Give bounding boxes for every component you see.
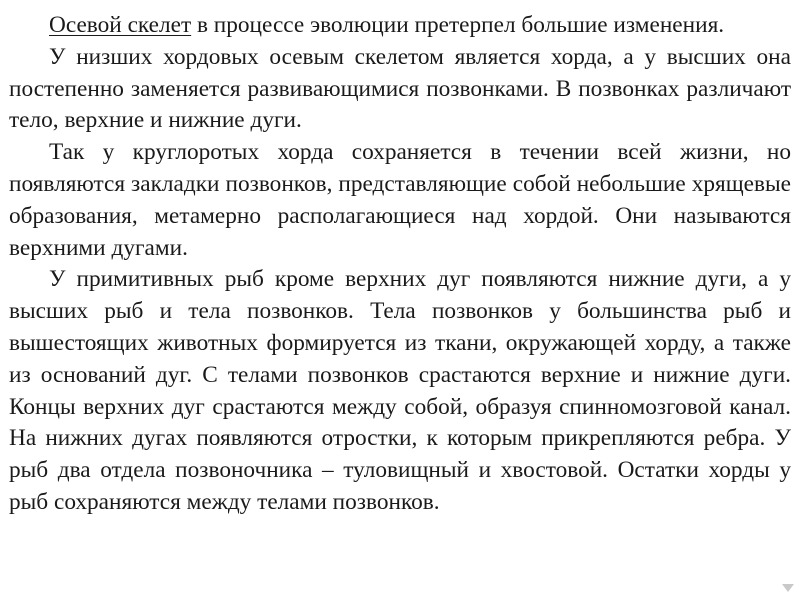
- paragraph-1-text: в процессе эволюции претерпел большие изменения.: [191, 12, 725, 38]
- paragraph-2: У низших хордовых осевым скелетом является хорда, а у высших она постепенно заменяется развивающимися позвонками. В позвонках различают тело, верхние и нижние дуги.: [9, 43, 791, 134]
- paragraph-1: [9, 10, 791, 42]
- paragraph-3: Так у круглоротых хорда сохраняется в течении всей жизни, но появляются закладки позвонков, представляющие собой небольшие хрящевые образования, метамерно располагающиеся над хордой. Они называются верхними дугами.: [9, 139, 791, 261]
- paragraph-4: У примитивных рыб кроме верхних дуг появляются нижние дуги, а у высших рыб и тела позвонков. Тела позвонков у большинства рыб и вышестоящих животных формируется из ткани, окружающей хорду, а также из оснований дуг. С телами позвонков срастаются верхние и нижние дуги. Концы верхних дуг срастаются между собой, образуя спинномозговой канал. На нижних дугах появляются отростки, к которым прикрепляются ребра. У рыб два отдела позвоночника – туловищный и хвостовой. Остатки хорды у рыб сохраняются между телами позвонков.: [9, 266, 791, 515]
- term-axial-skeleton: Осевой скелет: [49, 12, 192, 38]
- chevron-down-icon[interactable]: [782, 584, 794, 592]
- document-body: [9, 10, 791, 519]
